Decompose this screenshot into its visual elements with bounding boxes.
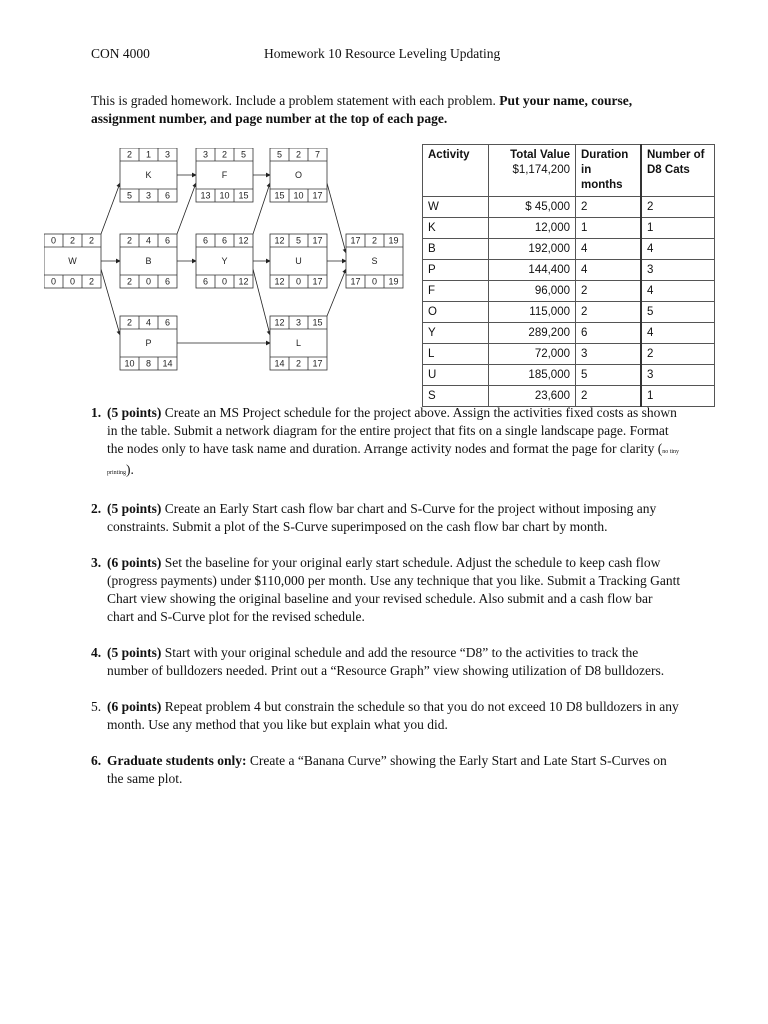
problem-4 bbox=[91, 644, 681, 680]
problem-text: Start with your original schedule and add the resource “D8” to the activities to track the number of bulldozers needed. Print out a “Resource Graph” view showing utilization of D8 bulldozers. bbox=[107, 645, 665, 678]
cell-value: 23,600 bbox=[489, 386, 576, 407]
node-late-value: 15 bbox=[274, 190, 285, 201]
node-late-value: 15 bbox=[238, 190, 249, 201]
cell-value: 115,000 bbox=[489, 302, 576, 323]
node-early-value: 6 bbox=[164, 235, 171, 246]
node-early-value: 3 bbox=[164, 149, 171, 160]
node-name: W bbox=[68, 256, 77, 266]
activity-node-p bbox=[120, 316, 177, 370]
cell-value: 96,000 bbox=[489, 281, 576, 302]
node-late-value: 17 bbox=[312, 190, 323, 201]
cell-value: 289,200 bbox=[489, 323, 576, 344]
cell-value: $ 45,000 bbox=[489, 197, 576, 218]
node-late-value: 2 bbox=[126, 276, 133, 287]
table-row bbox=[423, 344, 715, 365]
table-row bbox=[423, 197, 715, 218]
node-late-value: 0 bbox=[371, 276, 378, 287]
cell-activity: S bbox=[423, 386, 489, 407]
node-early-value: 5 bbox=[276, 149, 283, 160]
node-early-value: 5 bbox=[295, 235, 302, 246]
table-row bbox=[423, 281, 715, 302]
cell-activity: Y bbox=[423, 323, 489, 344]
node-late-value: 6 bbox=[164, 276, 171, 287]
problem-text: Create an MS Project schedule for the project above. Assign the activities fixed costs as shown in the table. Submit a network diagram for the entire project that fits on a single landscape page. Format the nodes only to have task name and duration. Arrange activity nodes and format the page for clarity ( bbox=[107, 405, 677, 456]
node-early-value: 2 bbox=[88, 235, 95, 246]
header-activity: Activity bbox=[423, 145, 489, 197]
node-early-value: 4 bbox=[145, 317, 152, 328]
node-early-value: 2 bbox=[295, 149, 302, 160]
problem-text: Create an Early Start cash flow bar chart and S-Curve for the project without imposing any constraints. Submit a plot of the S-Curve superimposed on the cash flow bar chart by month. bbox=[107, 501, 657, 534]
problem-3 bbox=[91, 554, 681, 626]
cell-activity: O bbox=[423, 302, 489, 323]
activity-node-l bbox=[270, 316, 327, 370]
node-early-value: 2 bbox=[126, 317, 133, 328]
activity-node-s bbox=[346, 234, 403, 288]
header-total-value: Total Value $1,174,200 bbox=[489, 145, 576, 197]
activity-node-f bbox=[196, 148, 253, 202]
cell-value: 72,000 bbox=[489, 344, 576, 365]
course-code: CON 4000 bbox=[91, 46, 150, 61]
cell-value: 192,000 bbox=[489, 239, 576, 260]
activity-node-y bbox=[196, 234, 253, 288]
intro-bold-text: Put your name, course, assignment number, and page number at the top of each page. bbox=[91, 93, 633, 126]
node-name: B bbox=[145, 256, 152, 266]
cell-duration: 2 bbox=[576, 197, 642, 218]
cell-activity: L bbox=[423, 344, 489, 365]
node-late-value: 10 bbox=[293, 190, 304, 201]
problem-number: 3. bbox=[91, 555, 102, 570]
activity-table bbox=[422, 144, 715, 407]
node-early-value: 12 bbox=[274, 235, 285, 246]
activity-node-k bbox=[120, 148, 177, 202]
node-early-value: 3 bbox=[202, 149, 209, 160]
cell-activity: F bbox=[423, 281, 489, 302]
problem-number: 6. bbox=[91, 753, 102, 768]
problem-number: 1. bbox=[91, 405, 102, 420]
cell-value: 144,400 bbox=[489, 260, 576, 281]
node-late-value: 3 bbox=[145, 190, 152, 201]
node-name: P bbox=[145, 338, 152, 348]
node-early-value: 5 bbox=[240, 149, 247, 160]
problem-6 bbox=[91, 752, 681, 788]
cell-duration: 1 bbox=[576, 218, 642, 239]
node-early-value: 12 bbox=[274, 317, 285, 328]
problem-text: Create a “Banana Curve” showing the Early Start and Late Start S-Curves on the same plot. bbox=[107, 753, 667, 786]
problem-text: Set the baseline for your original early start schedule. Adjust the schedule to keep cash flow (progress payments) under $110,000 per month. Use any technique that you like. Submit a Tracking Gantt Chart view showing the original baseline and your revised schedule. Also submit and a cash flow bar chart and S-Curve plot for the revised schedule. bbox=[107, 555, 681, 624]
cell-duration: 2 bbox=[576, 386, 642, 407]
header-duration: Duration in months bbox=[576, 145, 642, 197]
node-early-value: 4 bbox=[145, 235, 152, 246]
node-early-value: 19 bbox=[388, 235, 399, 246]
cell-duration: 2 bbox=[576, 281, 642, 302]
node-early-value: 12 bbox=[238, 235, 249, 246]
cell-d8: 3 bbox=[641, 260, 715, 281]
node-early-value: 2 bbox=[371, 235, 378, 246]
node-early-value: 17 bbox=[312, 235, 323, 246]
node-early-value: 2 bbox=[126, 235, 133, 246]
cell-d8: 4 bbox=[641, 323, 715, 344]
cell-duration: 5 bbox=[576, 365, 642, 386]
cell-duration: 6 bbox=[576, 323, 642, 344]
cell-value: 185,000 bbox=[489, 365, 576, 386]
node-late-value: 2 bbox=[88, 276, 95, 287]
node-early-value: 2 bbox=[221, 149, 228, 160]
node-early-value: 17 bbox=[350, 235, 361, 246]
problem-number: 5. bbox=[91, 699, 102, 714]
intro-text: This is graded homework. Include a problem statement with each problem. bbox=[91, 93, 500, 108]
node-late-value: 10 bbox=[124, 358, 135, 369]
node-name: U bbox=[295, 256, 302, 266]
node-late-value: 0 bbox=[50, 276, 57, 287]
dependency-arrow bbox=[327, 183, 346, 253]
cell-d8: 2 bbox=[641, 344, 715, 365]
table-header-row bbox=[423, 145, 715, 197]
node-early-value: 15 bbox=[312, 317, 323, 328]
table-row bbox=[423, 302, 715, 323]
problem-list bbox=[91, 404, 681, 806]
node-early-value: 7 bbox=[314, 149, 321, 160]
cell-d8: 3 bbox=[641, 365, 715, 386]
cell-activity: K bbox=[423, 218, 489, 239]
node-name: F bbox=[221, 170, 228, 180]
problem-small-note: no tiny printing bbox=[107, 449, 680, 476]
problem-number: 4. bbox=[91, 645, 102, 660]
cell-duration: 4 bbox=[576, 260, 642, 281]
node-early-value: 2 bbox=[126, 149, 133, 160]
problem-1: 1. (5 points) Create an MS Project schedule for the project above. Assign the activities fixed costs as shown in the table. Submit a network diagram for the entire project that fits on a single landscape page. Format the nodes only to have task name and duration. Arrange activity nodes and format the page for clarity (no tiny printing). bbox=[91, 404, 681, 482]
node-name: K bbox=[145, 170, 152, 180]
cell-d8: 5 bbox=[641, 302, 715, 323]
node-name: L bbox=[295, 338, 302, 348]
cell-duration: 2 bbox=[576, 302, 642, 323]
problem-2 bbox=[91, 500, 681, 536]
node-late-value: 19 bbox=[388, 276, 399, 287]
problem-points: (6 points) bbox=[107, 555, 162, 570]
cell-duration: 3 bbox=[576, 344, 642, 365]
problem-points: (5 points) bbox=[107, 645, 162, 660]
node-late-value: 6 bbox=[164, 190, 171, 201]
cell-activity: B bbox=[423, 239, 489, 260]
problem-points: (5 points) bbox=[107, 501, 162, 516]
node-early-value: 6 bbox=[164, 317, 171, 328]
cell-d8: 1 bbox=[641, 218, 715, 239]
cell-activity: W bbox=[423, 197, 489, 218]
table-row bbox=[423, 365, 715, 386]
dependency-arrow bbox=[101, 269, 120, 335]
dependency-arrow bbox=[327, 269, 346, 316]
cell-activity: P bbox=[423, 260, 489, 281]
table-row bbox=[423, 218, 715, 239]
cell-d8: 1 bbox=[641, 386, 715, 407]
header-d8: Number of D8 Cats bbox=[641, 145, 715, 197]
activity-node-o bbox=[270, 148, 327, 202]
table-row bbox=[423, 323, 715, 344]
dependency-arrow bbox=[177, 183, 196, 234]
node-late-value: 13 bbox=[200, 190, 211, 201]
node-name: S bbox=[371, 256, 378, 266]
node-late-value: 2 bbox=[295, 358, 302, 369]
node-early-value: 6 bbox=[202, 235, 209, 246]
node-late-value: 12 bbox=[274, 276, 285, 287]
problem-text: Repeat problem 4 but constrain the schedule so that you do not exceed 10 D8 bulldozers in any month. Use any method that you like but explain what you did. bbox=[107, 699, 679, 732]
problem-5 bbox=[91, 698, 681, 734]
node-name: O bbox=[294, 170, 303, 180]
cell-value: 12,000 bbox=[489, 218, 576, 239]
document-title: Homework 10 Resource Leveling Updating bbox=[264, 46, 501, 61]
network-diagram bbox=[44, 148, 414, 378]
node-late-value: 6 bbox=[202, 276, 209, 287]
dependency-arrow bbox=[101, 183, 120, 234]
node-name: Y bbox=[221, 256, 228, 266]
intro-paragraph bbox=[91, 92, 691, 128]
node-late-value: 0 bbox=[69, 276, 76, 287]
activity-node-u bbox=[270, 234, 327, 288]
node-late-value: 14 bbox=[274, 358, 285, 369]
node-early-value: 3 bbox=[295, 317, 302, 328]
activity-node-b bbox=[120, 234, 177, 288]
node-late-value: 5 bbox=[126, 190, 133, 201]
node-late-value: 17 bbox=[312, 358, 323, 369]
cell-d8: 4 bbox=[641, 239, 715, 260]
node-late-value: 17 bbox=[312, 276, 323, 287]
table-row bbox=[423, 239, 715, 260]
node-late-value: 0 bbox=[221, 276, 228, 287]
node-early-value: 1 bbox=[145, 149, 152, 160]
node-early-value: 2 bbox=[69, 235, 76, 246]
activity-node-w bbox=[44, 234, 101, 288]
node-late-value: 0 bbox=[295, 276, 302, 287]
node-late-value: 0 bbox=[145, 276, 152, 287]
problem-points: (6 points) bbox=[107, 699, 162, 714]
node-late-value: 8 bbox=[145, 358, 152, 369]
node-late-value: 10 bbox=[219, 190, 230, 201]
dependency-arrow bbox=[253, 183, 270, 234]
table-row bbox=[423, 260, 715, 281]
cell-d8: 4 bbox=[641, 281, 715, 302]
node-late-value: 14 bbox=[162, 358, 173, 369]
cell-d8: 2 bbox=[641, 197, 715, 218]
node-early-value: 0 bbox=[50, 235, 57, 246]
problem-points: (5 points) bbox=[107, 405, 162, 420]
node-late-value: 12 bbox=[238, 276, 249, 287]
problem-points: Graduate students only: bbox=[107, 753, 247, 768]
cell-duration: 4 bbox=[576, 239, 642, 260]
total-value-sum: $1,174,200 bbox=[512, 164, 570, 176]
node-early-value: 6 bbox=[221, 235, 228, 246]
dependency-arrow bbox=[253, 269, 270, 335]
cell-activity: U bbox=[423, 365, 489, 386]
network-nodes bbox=[44, 148, 403, 370]
problem-number: 2. bbox=[91, 501, 102, 516]
node-late-value: 17 bbox=[350, 276, 361, 287]
